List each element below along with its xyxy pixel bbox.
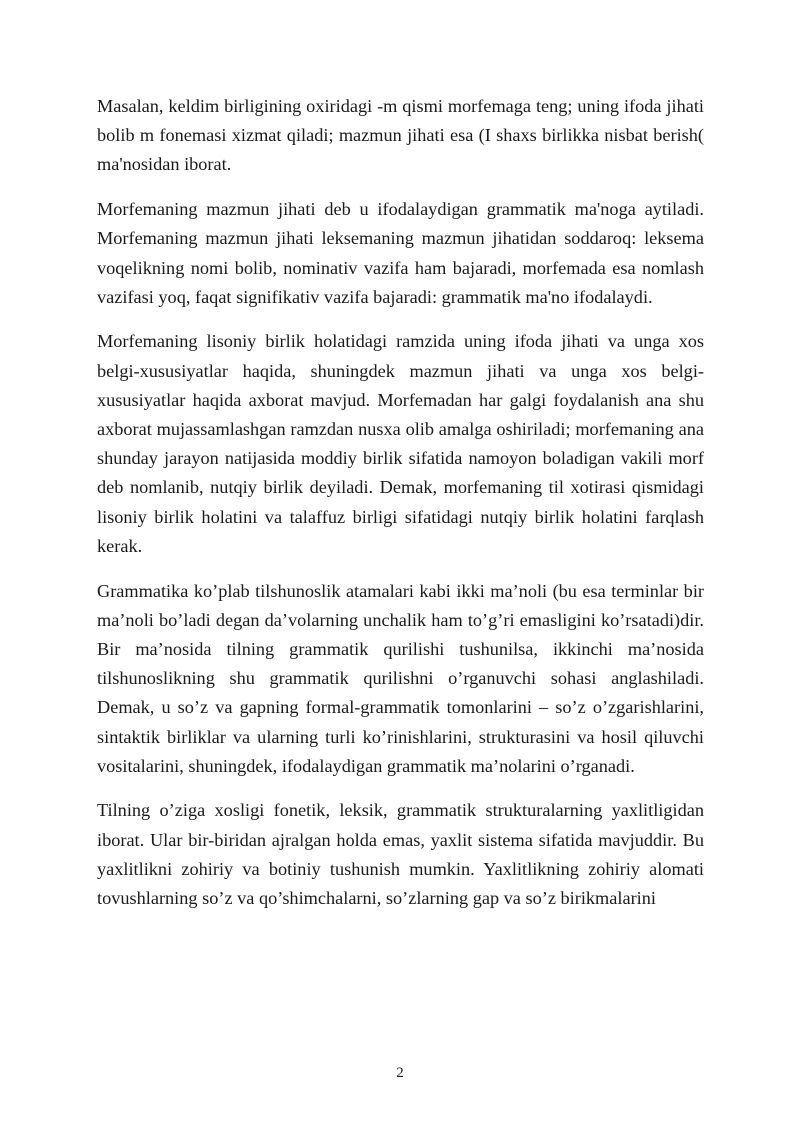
paragraph-1: Masalan, keldim birligining oxiridagi -m qismi morfemaga teng; uning ifoda jihati bolib m fonemasi xizmat qiladi; mazmun jihati esa (I shaxs birlikka nisbat berish( ma'nosidan iborat. [97,96,704,175]
page-number: 2 [396,1065,404,1081]
paragraph-2: Morfemaning mazmun jihati deb u ifodalaydigan grammatik ma'noga aytiladi. Morfemaning mazmun jihati leksemaning mazmun jihatidan soddaroq: leksema voqelikning nomi bolib, nominativ vazifa ham bajaradi, morfemada esa nomlash vazifasi yoq, faqat signifikativ vazifa bajaradi: grammatik ma'no ifodalaydi. [97,199,704,307]
paragraph-5: Tilning o’ziga xosligi fonetik, leksik, grammatik strukturalarning yaxlitligidan iborat. Ular bir-biridan ajralgan holda emas, yaxlit sistema sifatida mavjuddir. Bu yaxlitlikni zohiriy va botiniy tushunish mumkin. Yaxlitlikning zohiriy alomati tovushlarning so’z va qo’shimchalarni, so’zlarning gap va so’z birikmalarini [97,800,704,909]
document-body [97,92,704,929]
paragraph-4: Grammatika ko’plab tilshunoslik atamalari kabi ikki ma’noli (bu esa terminlar bir ma’noli bo’ladi degan da’volarning unchalik ham to’g’ri emasligini ko’rsatadi)dir. Bir ma’nosida tilning grammatik qurilishi tushunilsa, ikkinchi ma’nosida tilshunoslikning shu grammatik qurilishni o’rganuvchi sohasi anglashiladi. Demak, u so’z va gapning formal-grammatik tomonlarini – so’z o’zgarishlarini, sintaktik birliklar va ularning turli ko’rinishlarini, strukturasini va hosil qiluvchi vositalarini, shuningdek, ifodalaydigan grammatik ma’nolarini o’rganadi. [97,580,704,776]
paragraph-3: Morfemaning lisoniy birlik holatidagi ramzida uning ifoda jihati va unga xos belgi-xususiyatlar haqida, shuningdek mazmun jihati va unga xos belgi-xususiyatlar haqida axborat mavjud. Morfemadan har galgi foydalanish ana shu axborat mujassamlashgan ramzdan nusxa olib amalga oshiriladi; morfemaning ana shunday jarayon natijasida moddiy birlik sifatida namoyon boladigan vakili morf deb nomlanib, nutqiy birlik deyiladi. Demak, morfemaning til xotirasi qismidagi lisoniy birlik holatini va talaffuz birligi sifatidagi nutqiy birlik holatini farqlash kerak. [97,331,704,556]
